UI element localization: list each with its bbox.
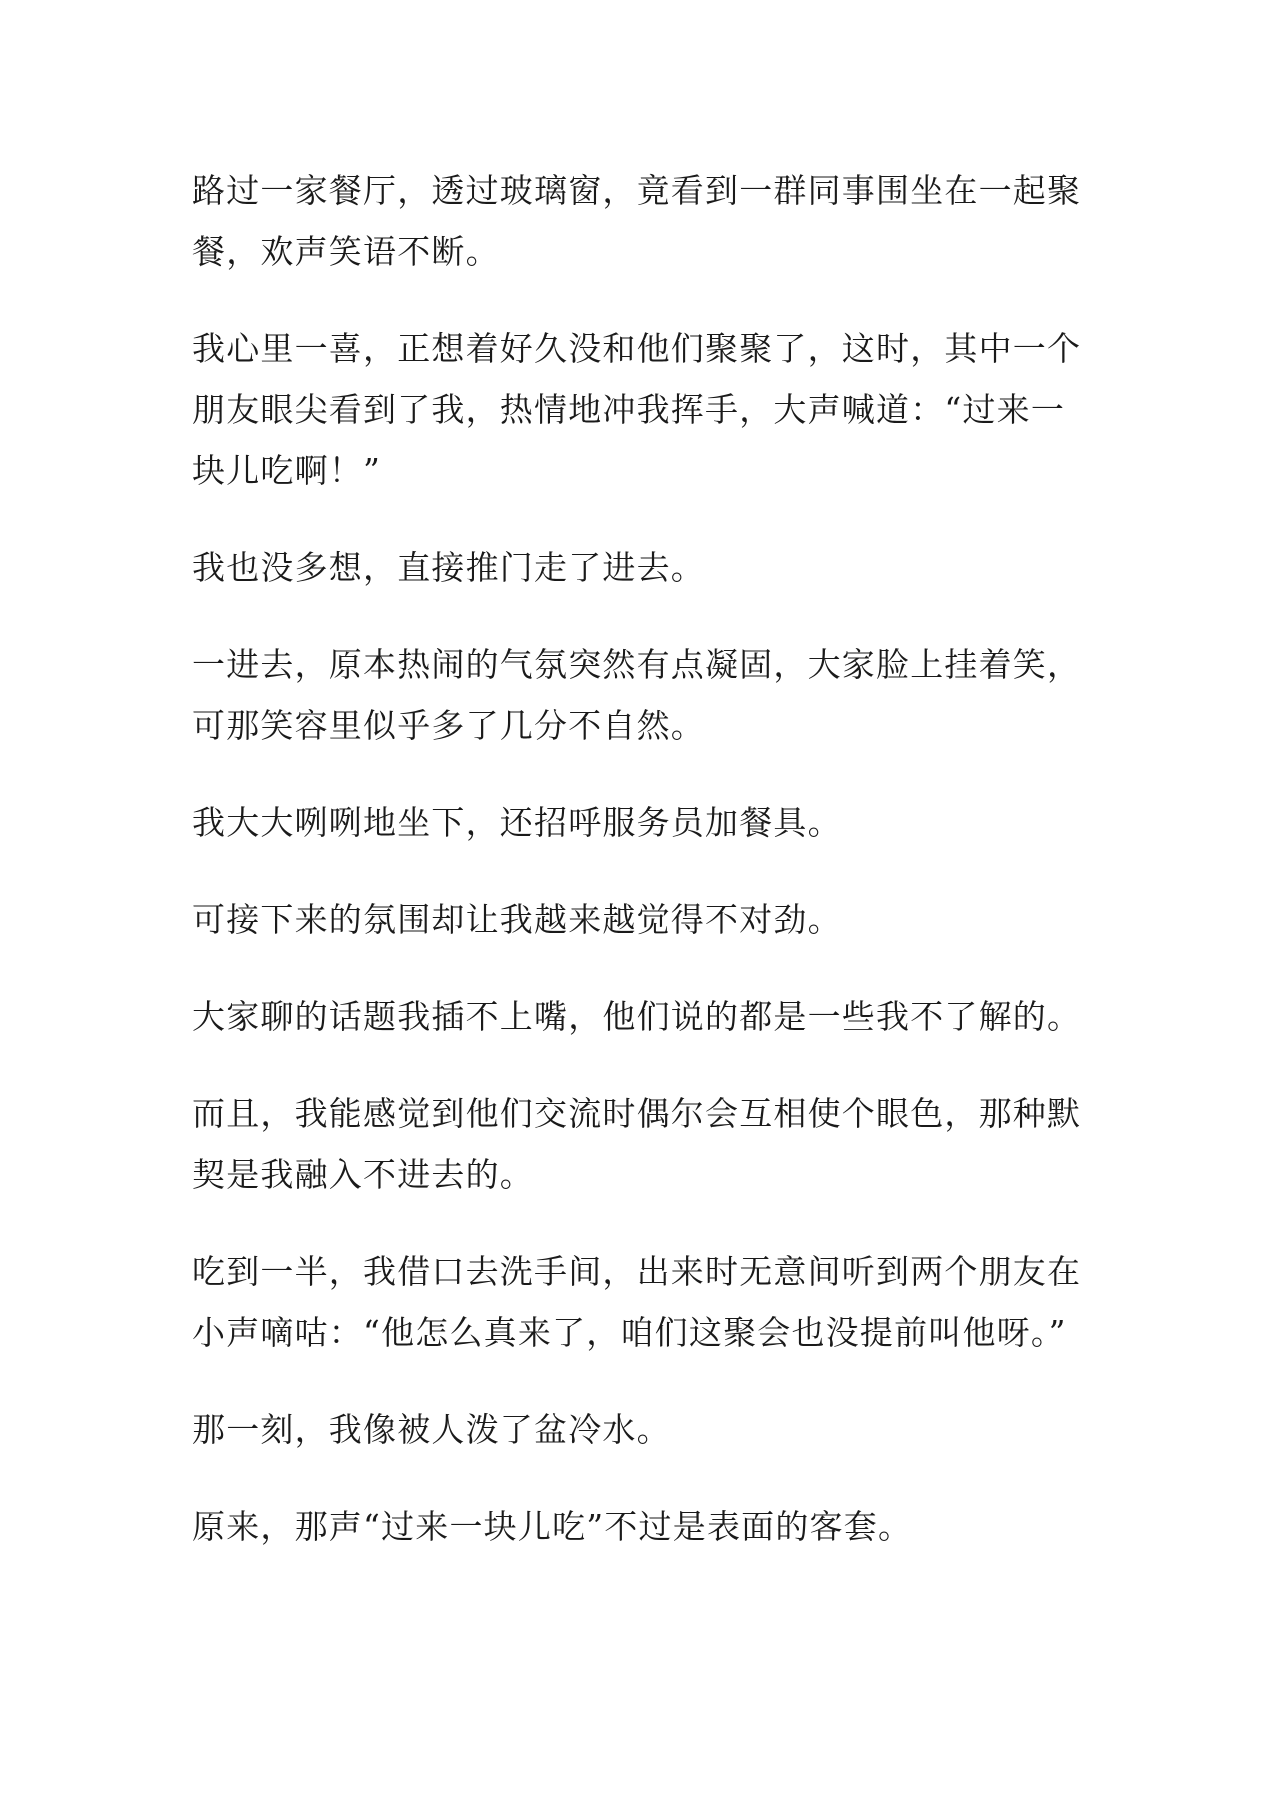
- paragraph: 那一刻，我像被人泼了盆冷水。: [192, 1410, 671, 1449]
- paragraph: 一进去，原本热闹的气氛突然有点凝固，大家脸上挂着笑，可那笑容里似乎多了几分不自然。: [192, 645, 1082, 745]
- paragraph: 我也没多想，直接推门走了进去。: [192, 548, 705, 587]
- paragraph: 而且，我能感觉到他们交流时偶尔会互相使个眼色，那种默契是我融入不进去的。: [192, 1094, 1082, 1194]
- paragraph: 大家聊的话题我插不上嘴，他们说的都是一些我不了解的。: [192, 997, 1082, 1036]
- paragraph: 路过一家餐厅，透过玻璃窗，竟看到一群同事围坐在一起聚餐，欢声笑语不断。: [192, 171, 1082, 271]
- document-body: [192, 160, 1092, 1593]
- paragraph: 吃到一半，我借口去洗手间，出来时无意间听到两个朋友在小声嘀咕：“他怎么真来了，咱们这聚会也没提前叫他呀。”: [192, 1252, 1082, 1352]
- paragraph: 可接下来的氛围却让我越来越觉得不对劲。: [192, 900, 842, 939]
- paragraph: 我大大咧咧地坐下，还招呼服务员加餐具。: [192, 803, 842, 842]
- paragraph: 原来，那声“过来一块儿吃”不过是表面的客套。: [192, 1507, 913, 1546]
- paragraph: 我心里一喜，正想着好久没和他们聚聚了，这时，其中一个朋友眼尖看到了我，热情地冲我挥手，大声喊道：“过来一块儿吃啊！”: [192, 329, 1082, 490]
